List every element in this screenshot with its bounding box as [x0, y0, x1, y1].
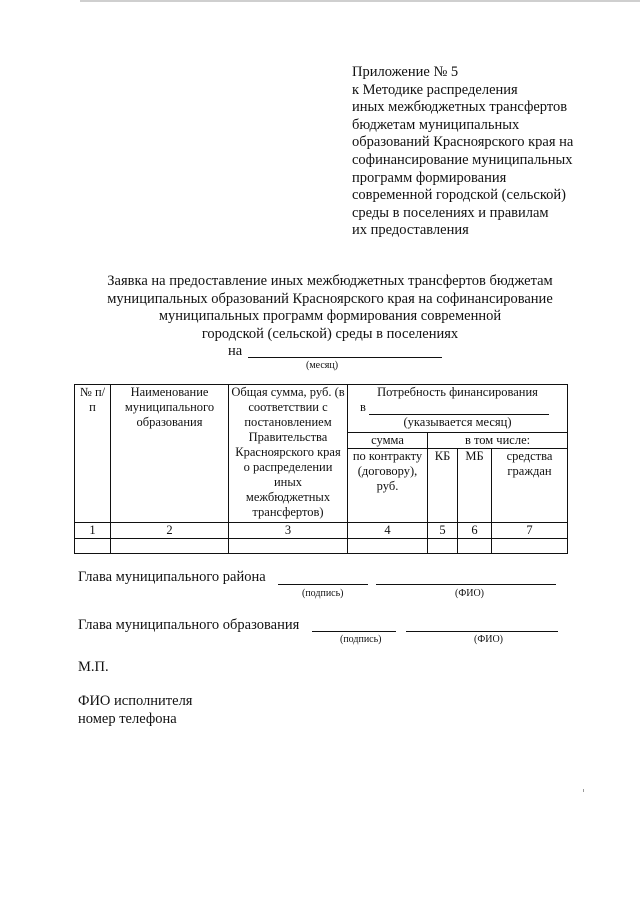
header-need-month: (указывается месяц) [403, 415, 512, 429]
column-number: 2 [111, 523, 229, 539]
appendix-line: их предоставления [352, 222, 469, 239]
phone-label: номер телефона [78, 711, 177, 727]
title-line: муниципальных образований Красноярского края на софинансирование [107, 290, 553, 307]
appendix-line: бюджетам муниципальных [352, 116, 520, 133]
appendix-line: Приложение № 5 [352, 64, 459, 80]
header-contract: по контракту (договору), руб. [348, 449, 428, 523]
title-line: Заявка на предоставление иных межбюджетных трансфертов бюджетам [107, 273, 553, 289]
request-table [74, 384, 568, 554]
column-number: 3 [229, 523, 348, 539]
header-need-in: в [360, 400, 366, 414]
header-mb: МБ [458, 449, 492, 523]
scan-speck [583, 789, 584, 792]
head-district-label: Глава муниципального района [78, 569, 266, 585]
sign-caption: (подпись) [302, 588, 344, 599]
empty-cell[interactable] [229, 539, 348, 554]
fio-caption: (ФИО) [455, 588, 485, 599]
title-line: городской (сельской) среды в поселениях [201, 325, 459, 342]
appendix-line: среды в поселениях и правилам [352, 204, 549, 221]
head-district-sign-line[interactable] [278, 584, 368, 585]
header-need [348, 385, 568, 433]
title-line: муниципальных программ формирования современной [158, 308, 502, 324]
head-municipality-fio-line[interactable] [406, 631, 558, 632]
column-number: 6 [458, 523, 492, 539]
header-num: № п/п [75, 385, 111, 523]
header-total: Общая сумма, руб. (в соответствии с постановлением Правительства Красноярского края о распределении иных межбюджетных трансфертов) [229, 385, 348, 523]
empty-cell[interactable] [111, 539, 229, 554]
header-incl: в том числе: [428, 433, 568, 449]
appendix-line: иных межбюджетных трансфертов [352, 99, 568, 116]
appendix-line: современной городской (сельской) [352, 187, 566, 204]
sign-caption: (подпись) [340, 634, 382, 645]
head-district-fio-line[interactable] [376, 584, 556, 585]
header-sum: сумма [348, 433, 428, 449]
scan-top-edge [80, 0, 640, 2]
column-number: 4 [348, 523, 428, 539]
fio-caption: (ФИО) [474, 634, 504, 645]
appendix-line: образований Красноярского края на [352, 134, 574, 151]
appendix-block [352, 64, 622, 240]
month-caption: (месяц) [306, 360, 339, 371]
month-line [369, 402, 549, 415]
empty-cell[interactable] [75, 539, 111, 554]
month-input-line [248, 357, 442, 358]
appendix-line: софинансирование муниципальных [352, 151, 573, 168]
empty-cell[interactable] [348, 539, 428, 554]
column-number: 7 [492, 523, 568, 539]
na-label: на [228, 343, 243, 359]
stamp-label: М.П. [78, 659, 109, 675]
header-need-title: Потребность финансирования [377, 385, 538, 399]
column-number: 1 [75, 523, 111, 539]
document-title [60, 273, 600, 343]
column-number: 5 [428, 523, 458, 539]
header-name: Наименование муниципального образования [111, 385, 229, 523]
empty-cell[interactable] [458, 539, 492, 554]
executor-label: ФИО исполнителя [78, 693, 193, 709]
head-municipality-sign-line[interactable] [312, 631, 396, 632]
header-kb: КБ [428, 449, 458, 523]
empty-cell[interactable] [492, 539, 568, 554]
empty-cell[interactable] [428, 539, 458, 554]
appendix-line: к Методике распределения [352, 81, 518, 98]
table-row [75, 539, 568, 554]
appendix-line: программ формирования [352, 169, 507, 186]
head-municipality-label: Глава муниципального образования [78, 617, 300, 633]
header-citizens: средства граждан [492, 449, 568, 523]
